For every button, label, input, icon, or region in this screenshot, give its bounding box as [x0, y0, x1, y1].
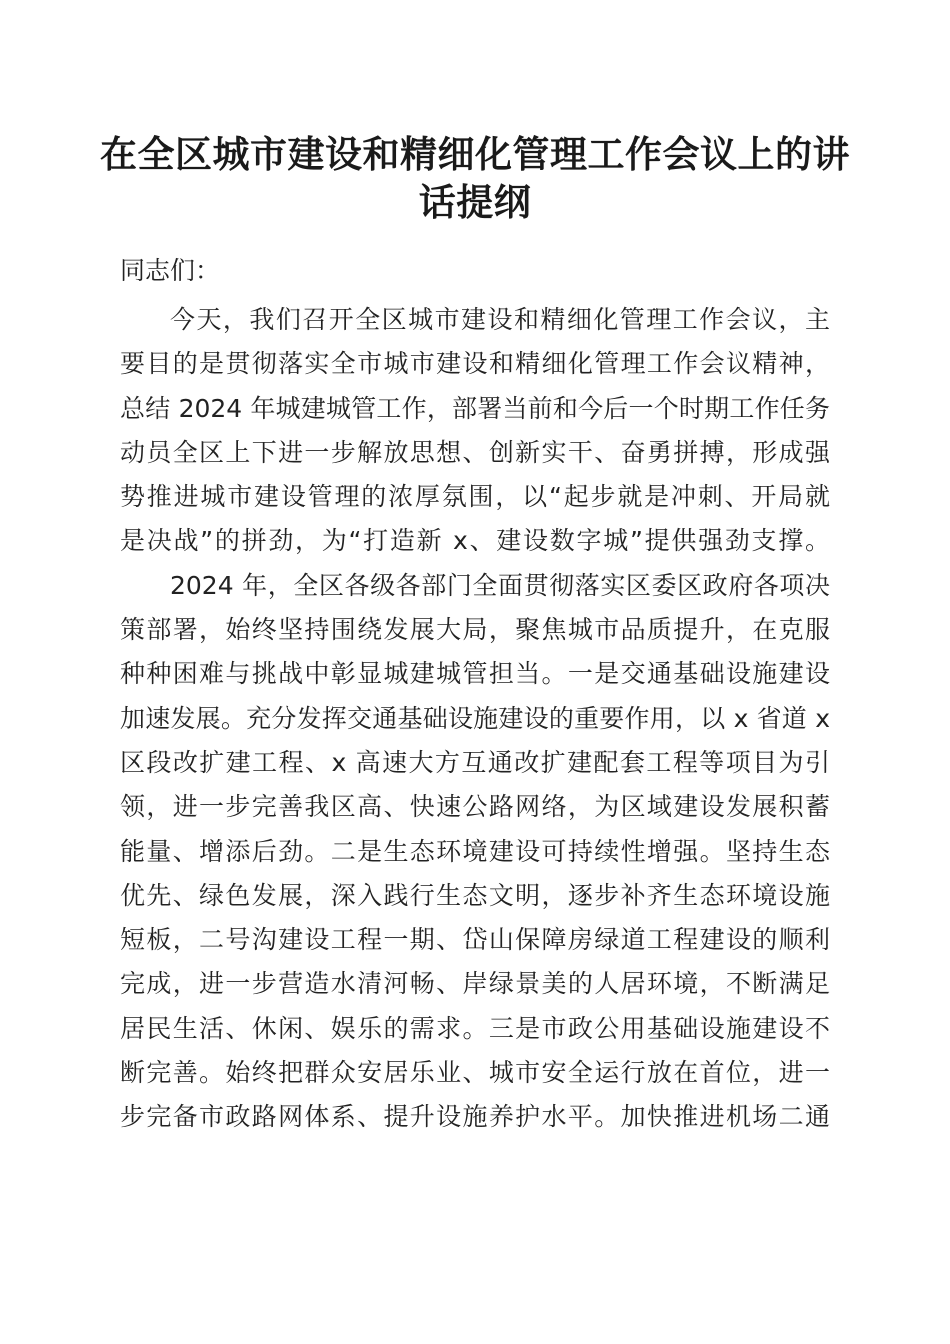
paragraph-line: 策部署，始终坚持围绕发展大局，聚焦城市品质提升，在克服	[120, 615, 830, 645]
paragraph-line: 动员全区上下进一步解放思想、创新实干、奋勇拼搏，形成强	[120, 437, 830, 467]
document-body	[120, 254, 830, 1140]
paragraph-line: 领，进一步完善我区高、快速公路网络，为区域建设发展积蓄	[120, 792, 830, 822]
salutation: 同志们：	[120, 256, 221, 285]
paragraph-1	[120, 298, 830, 564]
paragraph-line: 步完备市政路网体系、提升设施养护水平。加快推进机场二通	[120, 1102, 830, 1132]
paragraph-line: 完成，进一步营造水清河畅、岸绿景美的人居环境，不断满足	[120, 969, 830, 999]
paragraph-line: 区段改扩建工程、x 高速大方互通改扩建配套工程等项目为引	[120, 747, 830, 777]
document-title	[100, 130, 850, 226]
paragraph-line: 势推进城市建设管理的浓厚氛围，以“起步就是冲刺、开局就	[120, 482, 830, 512]
paragraph-line: 2024 年，全区各级各部门全面贯彻落实区委区政府各项决	[170, 570, 830, 600]
paragraph-line: 总结 2024 年城建城管工作，部署当前和今后一个时期工作任务	[120, 393, 830, 423]
paragraph-line: 要目的是贯彻落实全市城市建设和精细化管理工作会议精神，	[120, 349, 830, 379]
paragraph-line: 种种困难与挑战中彰显城建城管担当。一是交通基础设施建设	[120, 659, 830, 689]
title-line-2: 话提纲	[418, 180, 532, 224]
paragraph-line: 加速发展。充分发挥交通基础设施建设的重要作用，以 x 省道 x	[120, 703, 830, 733]
paragraph-line: 是决战”的拼劲，为“打造新 x、建设数字城”提供强劲支撑。	[120, 526, 830, 556]
paragraph-line: 断完善。始终把群众安居乐业、城市安全运行放在首位，进一	[120, 1058, 830, 1088]
paragraph-line: 今天，我们召开全区城市建设和精细化管理工作会议，主	[170, 305, 830, 334]
paragraph-2	[120, 564, 830, 1140]
title-line-1: 在全区城市建设和精细化管理工作会议上的讲	[100, 132, 850, 176]
paragraph-line: 居民生活、休闲、娱乐的需求。三是市政公用基础设施建设不	[120, 1013, 830, 1043]
paragraph-line: 能量、增添后劲。二是生态环境建设可持续性增强。坚持生态	[120, 836, 830, 866]
paragraph-line: 优先、绿色发展，深入践行生态文明，逐步补齐生态环境设施	[120, 880, 830, 910]
paragraph-line: 短板，二号沟建设工程一期、岱山保障房绿道工程建设的顺利	[120, 925, 830, 955]
